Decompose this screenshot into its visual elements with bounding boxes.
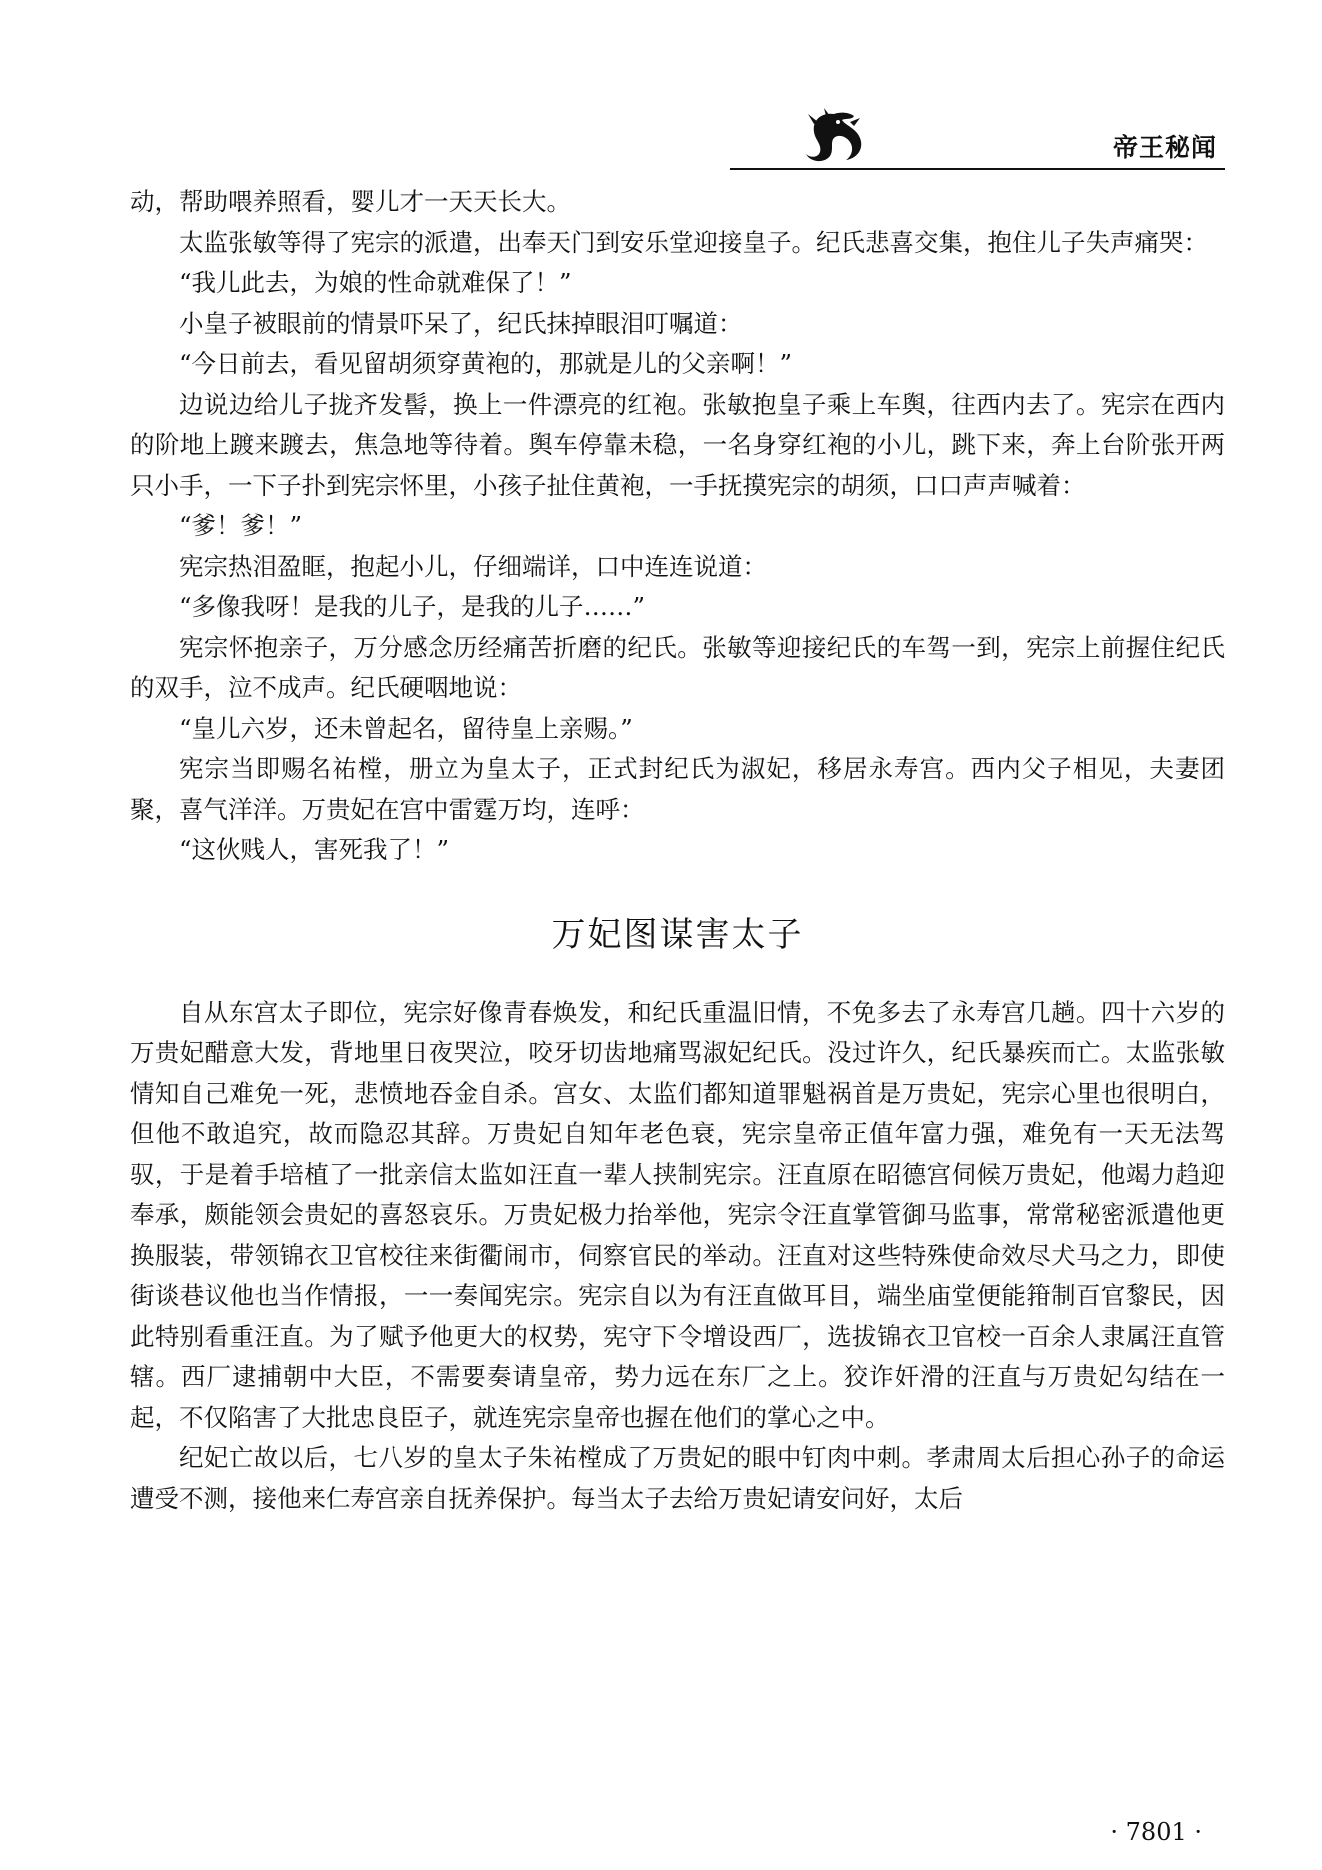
paragraph: 太监张敏等得了宪宗的派遣，出奉天门到安乐堂迎接皇子。纪氏悲喜交集，抱住儿子失声痛哭：	[179, 227, 1208, 257]
paragraph: 自从东宫太子即位，宪宗好像青春焕发，和纪氏重温旧情，不免多去了永寿宫几趟。四十六岁的万贵妃醋意大发，背地里日夜哭泣，咬牙切齿地痛骂淑妃纪氏。没过许久，纪氏暴疾而亡。太监张敏情知自己难免一死，悲愤地吞金自杀。宫女、太监们都知道罪魁祸首是万贵妃，宪宗心里也很明白，但他不敢追究，故而隐忍其辞。万贵妃自知年老色衰，宪宗皇帝正值年富力强，难免有一天无法驾驭，于是着手培植了一批亲信太监如汪直一辈人挟制宪宗。汪直原在昭德宫伺候万贵妃，他竭力趋迎奉承，颇能领会贵妃的喜怒哀乐。万贵妃极力抬举他，宪宗令汪直掌管御马监事，常常秘密派遣他更换服装，带领锦衣卫官校往来街衢闹市，伺察官民的举动。汪直对这些特殊使命效尽犬马之力，即使街谈巷议他也当作情报，一一奏闻宪宗。宪宗自以为有汪直做耳目，端坐庙堂便能箝制百官黎民，因此特别看重汪直。为了赋予他更大的权势，宪守下令增设西厂，选拔锦衣卫官校一百余人隶属汪直管辖。西厂逮捕朝中大臣，不需要奏请皇帝，势力远在东厂之上。狡诈奸滑的汪直与万贵妃勾结在一起，不仅陷害了大批忠良臣子，就连宪宗皇帝也握在他们的掌心之中。	[130, 997, 1225, 1432]
paragraph: 宪宗热泪盈眶，抱起小儿，仔细端详，口中连连说道：	[179, 551, 767, 581]
page-number: · 7801 ·	[1110, 1818, 1202, 1846]
quote-paragraph: “多像我呀！是我的儿子，是我的儿子……”	[179, 592, 646, 621]
quote-paragraph: “皇儿六岁，还未曾起名，留待皇上亲赐。”	[179, 713, 633, 743]
quote-paragraph: “我儿此去，为娘的性命就难保了！”	[179, 268, 572, 297]
running-title: 帝王秘闻	[1112, 133, 1217, 162]
header-rule	[730, 168, 1225, 170]
page-header	[130, 108, 1225, 174]
quote-paragraph: “爹！爹！”	[179, 511, 303, 540]
section-title: 万妃图谋害太子	[551, 914, 804, 955]
quote-paragraph: “今日前去，看见留胡须穿黄袍的，那就是儿的父亲啊！”	[179, 349, 793, 378]
paragraph: 宪宗怀抱亲子，万分感念历经痛苦折磨的纪氏。张敏等迎接纪氏的车驾一到，宪宗上前握住纪氏的双手，泣不成声。纪氏硬咽地说：	[130, 632, 1225, 702]
paragraph: 小皇子被眼前的情景吓呆了，纪氏抹掉眼泪叮嘱道：	[179, 308, 743, 338]
paragraph: 宪宗当即赐名祐樘，册立为皇太子，正式封纪氏为淑妃，移居永寿宫。西内父子相见，夫妻团聚，喜气洋洋。万贵妃在宫中雷霆万均，连呼：	[130, 754, 1225, 824]
paragraph: 动，帮助喂养照看，婴儿才一天天长大。	[130, 187, 571, 216]
quote-paragraph: “这伙贱人，害死我了！”	[179, 835, 450, 864]
page-body	[130, 182, 1225, 1519]
dragon-icon	[800, 108, 868, 164]
paragraph: 边说边给儿子拢齐发髻，换上一件漂亮的红袍。张敏抱皇子乘上车舆，往西内去了。宪宗在西内的阶地上踱来踱去，焦急地等待着。舆车停靠未稳，一名身穿红袍的小儿，跳下来，奔上台阶张开两只小手，一下子扑到宪宗怀里，小孩子扯住黄袍，一手抚摸宪宗的胡须，口口声声喊着：	[130, 389, 1225, 500]
paragraph: 纪妃亡故以后，七八岁的皇太子朱祐樘成了万贵妃的眼中钉肉中刺。孝肃周太后担心孙子的命运遭受不测，接他来仁寿宫亲自抚养保护。每当太子去给万贵妃请安问好，太后	[130, 1443, 1225, 1513]
